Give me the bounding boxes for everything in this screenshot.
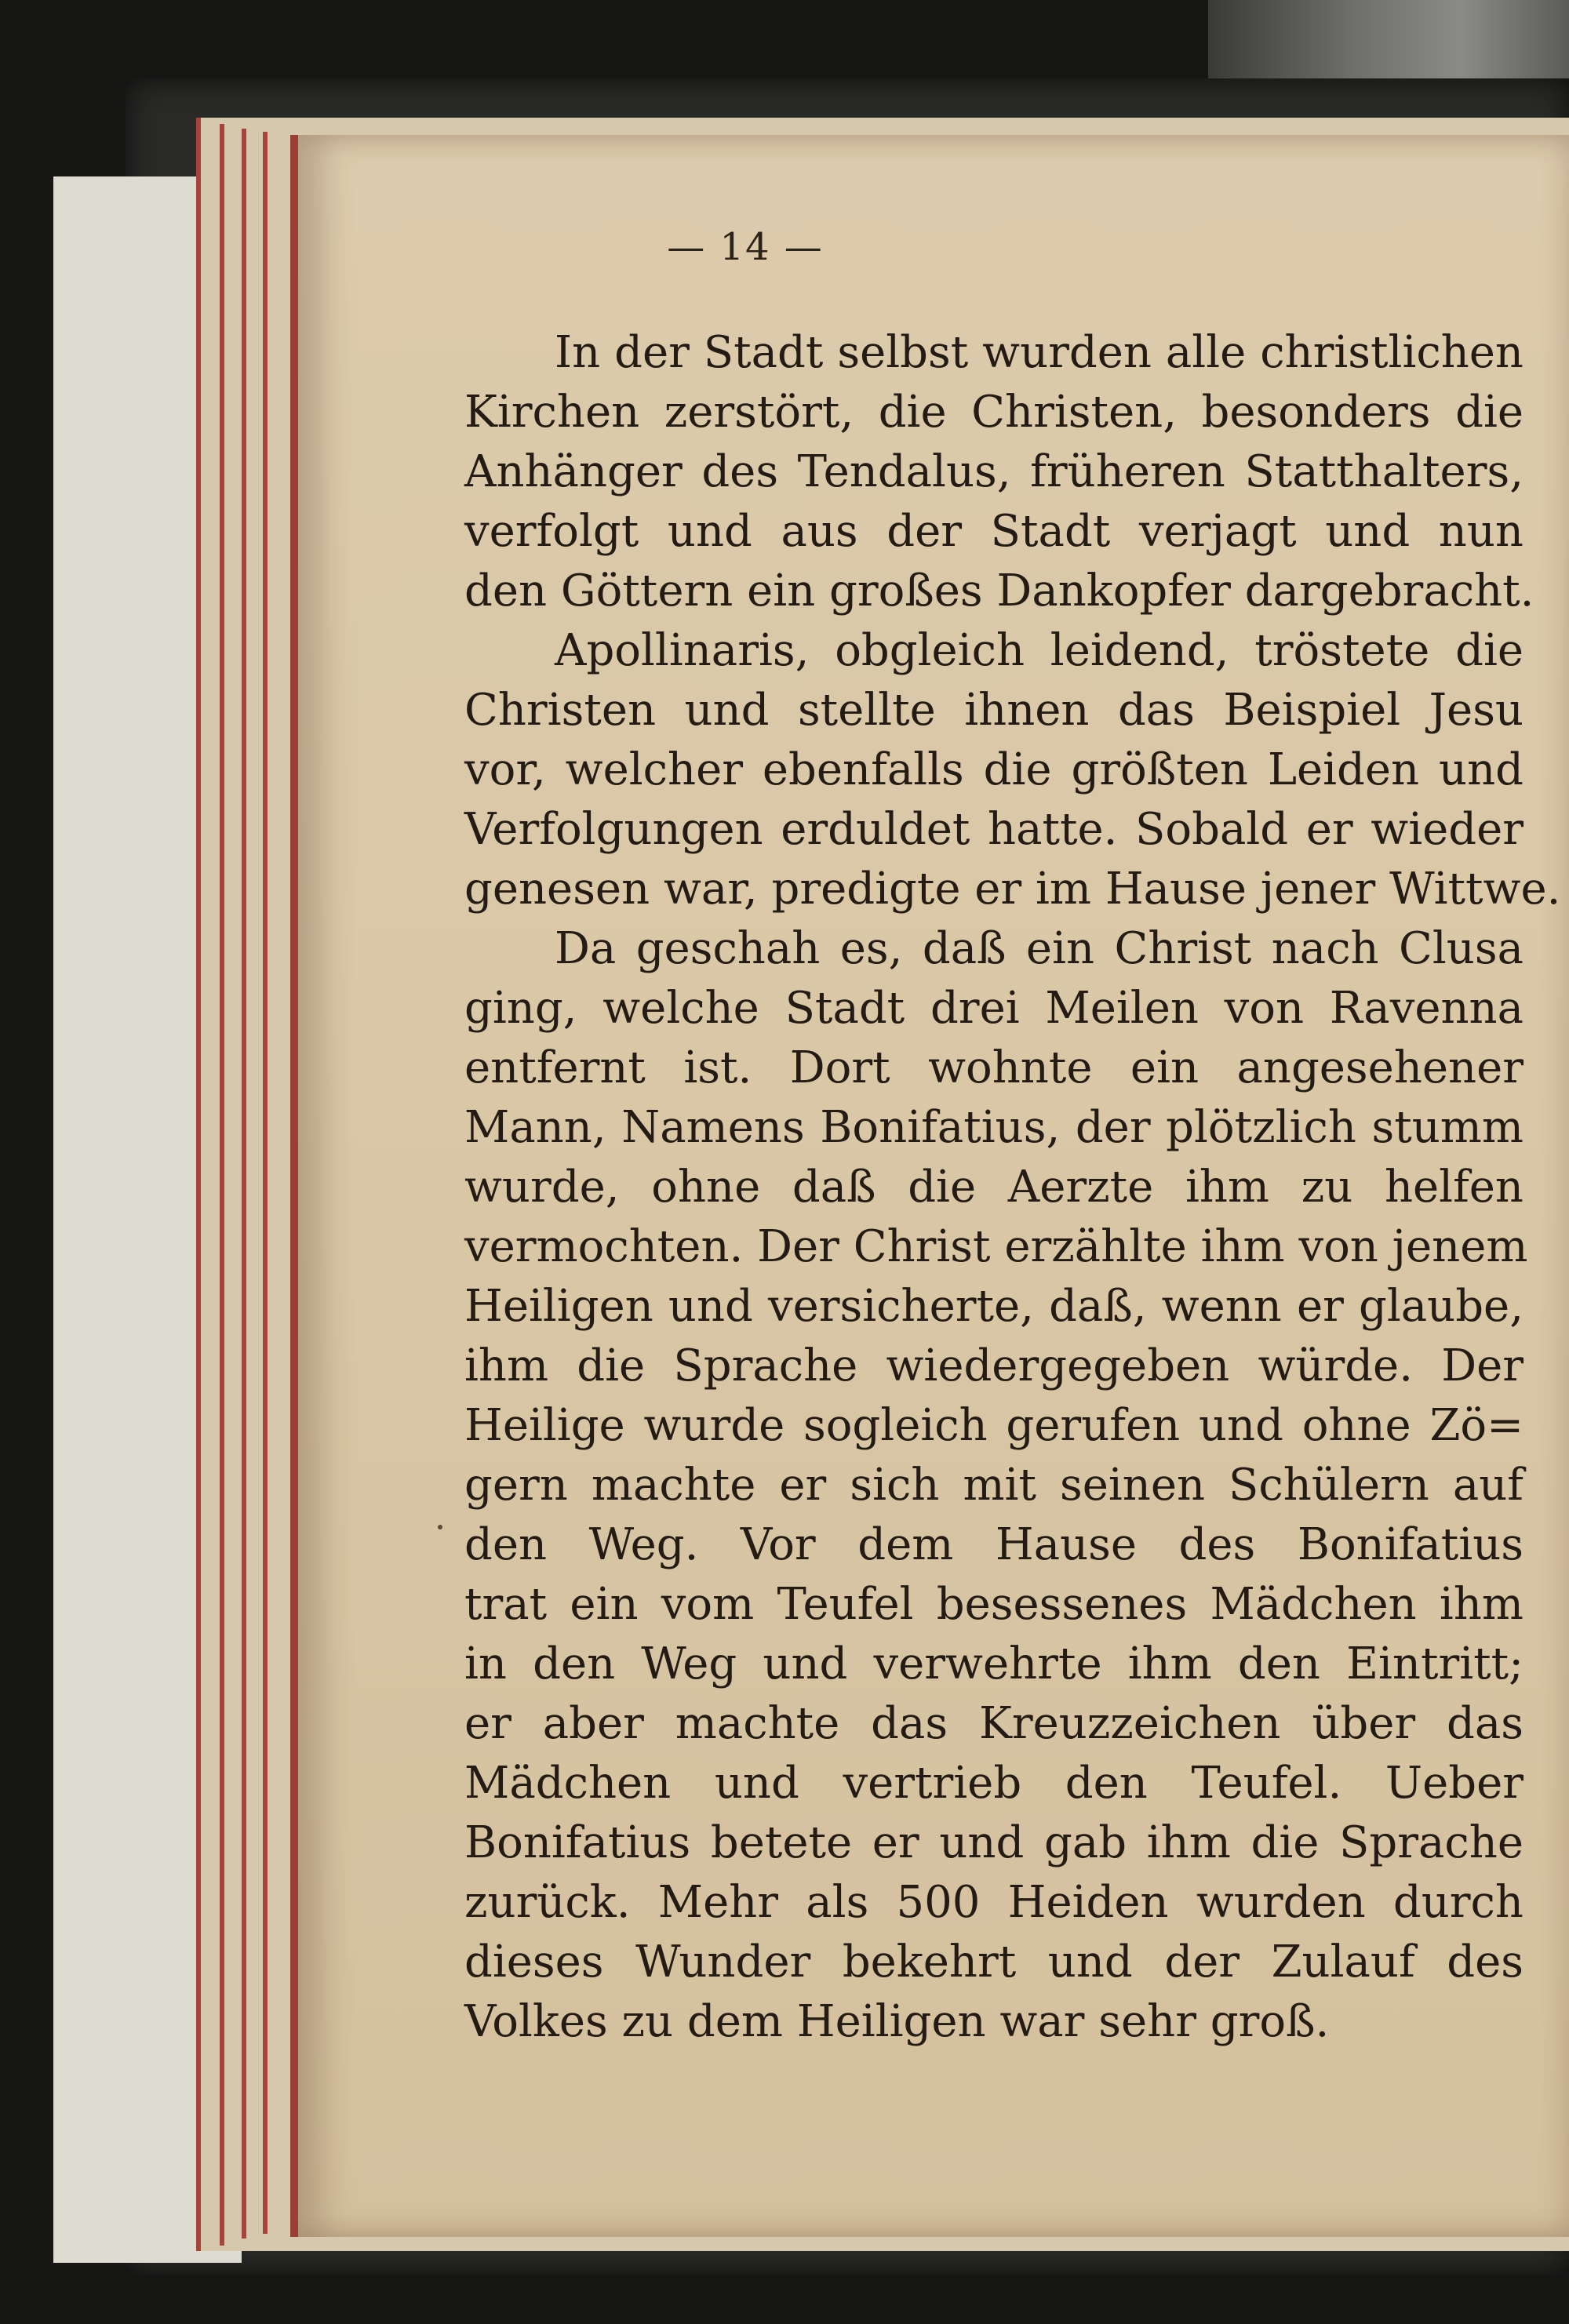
text-line: den Weg. Vor dem Hause des Bonifatius xyxy=(464,1519,1523,1570)
text-line: Anhänger des Tendalus, früheren Statthalters, xyxy=(464,446,1523,497)
ink-speck xyxy=(438,1525,442,1529)
body-text xyxy=(464,323,1561,2052)
text-line: Kirchen zerstört, die Christen, besonders die xyxy=(464,387,1523,438)
text-line: ging, welche Stadt drei Meilen von Ravenna xyxy=(464,983,1523,1034)
text-line: dieses Wunder bekehrt und der Zulauf des xyxy=(464,1937,1523,1988)
text-line: wurde, ohne daß die Aerzte ihm zu helfen xyxy=(464,1162,1523,1213)
text-line: in den Weg und verwehrte ihm den Eintritt; xyxy=(464,1638,1523,1689)
text-line: gern machte er sich mit seinen Schülern auf xyxy=(464,1460,1523,1511)
text-line: Bonifatius betete er und gab ihm die Sprache xyxy=(464,1817,1523,1868)
text-line: den Göttern ein großes Dankopfer dargebracht. xyxy=(464,566,1534,616)
text-line: Verfolgungen erduldet hatte. Sobald er wieder xyxy=(464,804,1523,855)
text-line: genesen war, predigte er im Hause jener Wittwe. xyxy=(464,864,1561,915)
text-line: trat ein vom Teufel besessenes Mädchen ihm xyxy=(464,1579,1523,1630)
text-line: vor, welcher ebenfalls die größten Leiden und xyxy=(464,744,1523,795)
text-line: verfolgt und aus der Stadt verjagt und nun xyxy=(464,506,1523,557)
text-line: Da geschah es, daß ein Christ nach Clusa xyxy=(555,923,1523,974)
text-line: er aber machte das Kreuzzeichen über das xyxy=(464,1698,1523,1749)
book-page xyxy=(290,135,1569,2237)
text-line: Mädchen und vertrieb den Teufel. Ueber xyxy=(464,1758,1523,1809)
text-line: Christen und stellte ihnen das Beispiel Jesu xyxy=(464,685,1523,736)
text-line: Heiligen und versicherte, daß, wenn er glaube, xyxy=(464,1281,1523,1332)
text-line: vermochten. Der Christ erzählte ihm von jenem xyxy=(464,1221,1528,1272)
text-line: Heilige wurde sogleich gerufen und ohne Zö= xyxy=(464,1400,1523,1451)
text-line: In der Stadt selbst wurden alle christlichen xyxy=(555,327,1523,378)
page-number: — 14 — xyxy=(667,225,824,269)
background-fabric xyxy=(1208,0,1569,78)
text-line: Mann, Namens Bonifatius, der plötzlich stumm xyxy=(464,1102,1523,1153)
text-line: entfernt ist. Dort wohnte ein angesehener xyxy=(464,1042,1523,1093)
text-line: Volkes zu dem Heiligen war sehr groß. xyxy=(464,1996,1330,2047)
text-line: zurück. Mehr als 500 Heiden wurden durch xyxy=(464,1877,1523,1928)
text-line: ihm die Sprache wiedergegeben würde. Der xyxy=(464,1340,1523,1391)
text-line: Apollinaris, obgleich leidend, tröstete die xyxy=(555,625,1523,676)
